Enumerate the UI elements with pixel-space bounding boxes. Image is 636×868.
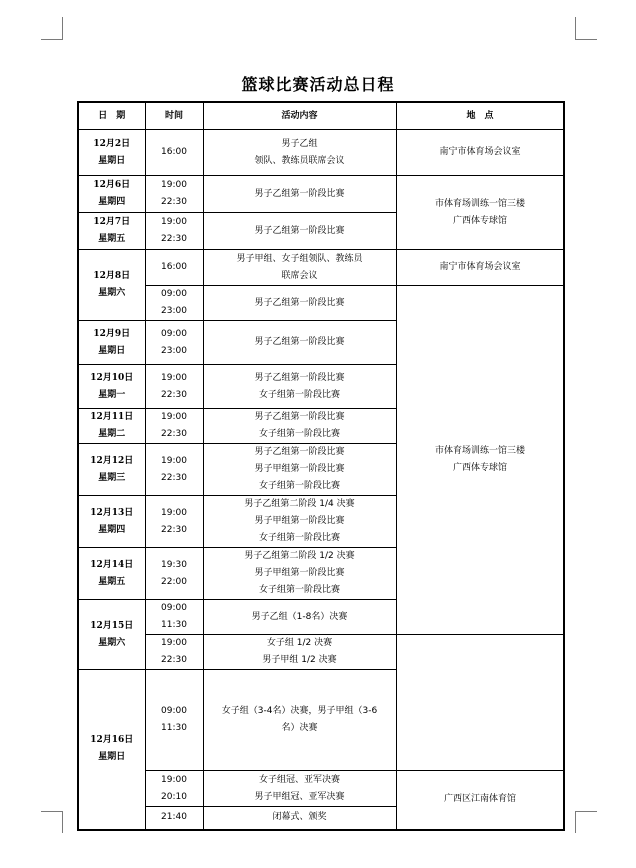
date-day: 12月11日 [90,412,134,422]
location-cell [396,130,564,176]
time-value: 22:30 [161,524,187,535]
time-value: 23:00 [161,306,187,316]
activity-line: 男子乙组（1-8名）决赛 [251,611,348,622]
date-weekday: 星期三 [98,472,126,483]
time-value: 23:00 [161,345,187,356]
activity-line: 男子乙组 [281,138,318,149]
date-day: 12月10日 [90,372,134,383]
activity-line: 女子组 1/2 决赛 [266,638,333,648]
activity-cell [203,176,396,213]
date-weekday: 星期日 [98,155,126,166]
date-cell [78,409,145,444]
activity-line: 男子乙组第一阶段比赛 [254,337,345,347]
time-cell [145,250,203,286]
date-cell [78,444,145,496]
date-cell [78,600,145,670]
location-cell [396,286,564,635]
crop-mark-bl-h [41,811,63,812]
activity-cell [203,548,396,600]
time-value: 22:30 [161,389,187,400]
table-row [78,286,564,321]
time-value: 19:00 [161,507,187,518]
time-value: 22:30 [161,655,187,665]
date-day: 12月9日 [93,328,131,339]
table-row [78,670,564,771]
time-value: 19:00 [161,217,187,227]
table-row [78,635,564,670]
table-row [78,176,564,213]
time-value: 09:00 [161,328,187,339]
location-line: 市体育场训练一馆三楼 [434,446,525,456]
crop-mark-bl-v [62,811,63,833]
header-location: 地 点 [396,102,564,130]
activity-cell [203,807,396,830]
activity-cell [203,496,396,548]
activity-line: 男子甲组第一阶段比赛 [254,516,345,526]
time-cell [145,771,203,807]
activity-line: 名）决赛 [281,723,318,733]
date-day: 12月14日 [90,559,134,570]
activity-line: 男子甲组冠、亚军决赛 [254,791,345,802]
time-value: 22:00 [161,576,187,587]
activity-line: 女子组第一阶段比赛 [258,389,340,400]
activity-line: 女子组第一阶段比赛 [258,533,340,543]
location-cell [396,771,564,830]
time-value: 09:00 [161,706,187,716]
time-value: 22:30 [161,429,187,439]
time-value: 19:00 [161,372,187,383]
page-title: 篮球比赛活动总日程 [241,75,395,94]
activity-cell [203,365,396,409]
time-value: 20:10 [161,791,187,802]
activity-line: 闭幕式、颁奖 [272,812,327,823]
crop-mark-tr-v [575,17,576,39]
header-activity: 活动内容 [203,102,396,130]
date-day: 12月12日 [90,455,134,466]
date-weekday: 星期四 [98,524,126,535]
date-cell [78,365,145,409]
location-cell [396,176,564,250]
time-cell [145,600,203,635]
time-cell [145,409,203,444]
activity-line: 女子组第一阶段比赛 [258,585,340,595]
activity-line: 男子甲组、女子组领队、教练员 [236,253,363,264]
header-date: 日 期 [78,102,145,130]
date-cell [78,130,145,176]
activity-line: 男子甲组第一阶段比赛 [254,568,345,578]
location-line: 广西区江南体育馆 [443,794,516,805]
time-cell [145,635,203,670]
activity-line: 领队、教练员联席会议 [254,155,345,166]
date-day: 12月13日 [90,507,134,518]
table-row [78,771,564,807]
date-weekday: 星期四 [98,197,126,207]
date-day: 12月6日 [93,180,131,190]
activity-cell [203,635,396,670]
time-value: 21:40 [161,812,187,823]
date-cell [78,321,145,365]
date-cell [78,176,145,213]
time-cell [145,670,203,771]
activity-line: 男子乙组第一阶段比赛 [254,297,345,308]
table-header-row [78,102,564,130]
table-row [78,250,564,286]
date-weekday: 星期六 [98,288,126,298]
date-day: 12月15日 [90,620,134,631]
time-cell [145,286,203,321]
location-line: 广西体专球馆 [452,463,507,473]
time-value: 16:00 [161,262,187,272]
date-cell [78,250,145,321]
time-cell [145,548,203,600]
date-weekday: 星期日 [98,345,126,356]
location-cell [396,250,564,286]
time-cell [145,496,203,548]
time-value: 19:00 [161,638,187,648]
crop-mark-tl-v [62,17,63,39]
date-day: 12月7日 [93,217,131,227]
location-line: 南宁市体育场会议室 [439,262,521,272]
date-weekday: 星期一 [98,389,126,400]
activity-line: 男子乙组第一阶段比赛 [254,447,345,457]
time-cell [145,213,203,250]
activity-line: 女子组第一阶段比赛 [258,481,340,491]
time-cell [145,321,203,365]
date-weekday: 星期六 [98,637,126,648]
header-time: 时间 [145,102,203,130]
time-cell [145,365,203,409]
time-value: 11:30 [161,620,187,630]
time-value: 09:00 [161,289,187,299]
date-weekday: 星期五 [98,576,126,587]
time-value: 19:00 [161,774,187,785]
activity-cell [203,600,396,635]
schedule-table [77,101,565,831]
time-value: 22:30 [161,234,187,244]
date-cell [78,670,145,830]
table-row [78,130,564,176]
time-value: 16:00 [161,147,187,157]
time-value: 22:30 [161,197,187,207]
date-weekday: 星期日 [98,752,126,763]
time-value: 19:00 [161,412,187,422]
time-value: 09:00 [161,603,187,613]
location-line: 广西体专球馆 [452,215,507,226]
date-day: 12月2日 [93,138,131,149]
activity-line: 男子乙组第一阶段比赛 [254,188,345,199]
activity-line: 女子组第一阶段比赛 [258,429,340,439]
time-cell [145,176,203,213]
date-day: 12月16日 [90,735,134,746]
activity-line: 男子乙组第一阶段比赛 [254,372,345,383]
activity-line: 男子甲组 1/2 决赛 [262,655,337,665]
time-cell [145,444,203,496]
time-value: 19:00 [161,455,187,466]
crop-mark-tl-h [41,39,63,40]
activity-line: 女子组冠、亚军决赛 [258,774,340,785]
activity-cell [203,409,396,444]
date-weekday: 星期五 [98,234,126,244]
time-value: 22:30 [161,472,187,483]
location-line: 市体育场训练一馆三楼 [434,198,525,209]
date-weekday: 星期二 [98,429,126,439]
activity-cell [203,286,396,321]
activity-cell [203,130,396,176]
time-value: 19:00 [161,180,187,190]
activity-line: 男子乙组第一阶段比赛 [254,412,345,422]
time-value: 11:30 [161,723,187,733]
crop-mark-br-h [575,811,597,812]
activity-cell [203,250,396,286]
activity-cell [203,771,396,807]
date-cell [78,548,145,600]
crop-mark-tr-h [575,39,597,40]
time-cell [145,807,203,830]
activity-line: 男子乙组第二阶段 1/4 决赛 [244,499,355,509]
activity-line: 男子乙组第一阶段比赛 [254,225,345,236]
activity-cell [203,213,396,250]
activity-cell [203,321,396,365]
date-cell [78,496,145,548]
date-day: 12月8日 [93,271,131,281]
activity-cell [203,670,396,771]
activity-line: 男子乙组第二阶段 1/2 决赛 [244,551,355,561]
activity-cell [203,444,396,496]
activity-line: 女子组（3-4名）决赛，男子甲组（3-6 [221,706,378,716]
activity-line: 男子甲组第一阶段比赛 [254,464,345,474]
time-value: 19:30 [161,559,187,570]
time-cell [145,130,203,176]
location-line: 南宁市体育场会议室 [439,147,521,157]
crop-mark-br-v [575,811,576,833]
date-cell [78,213,145,250]
activity-line: 联席会议 [281,270,318,281]
